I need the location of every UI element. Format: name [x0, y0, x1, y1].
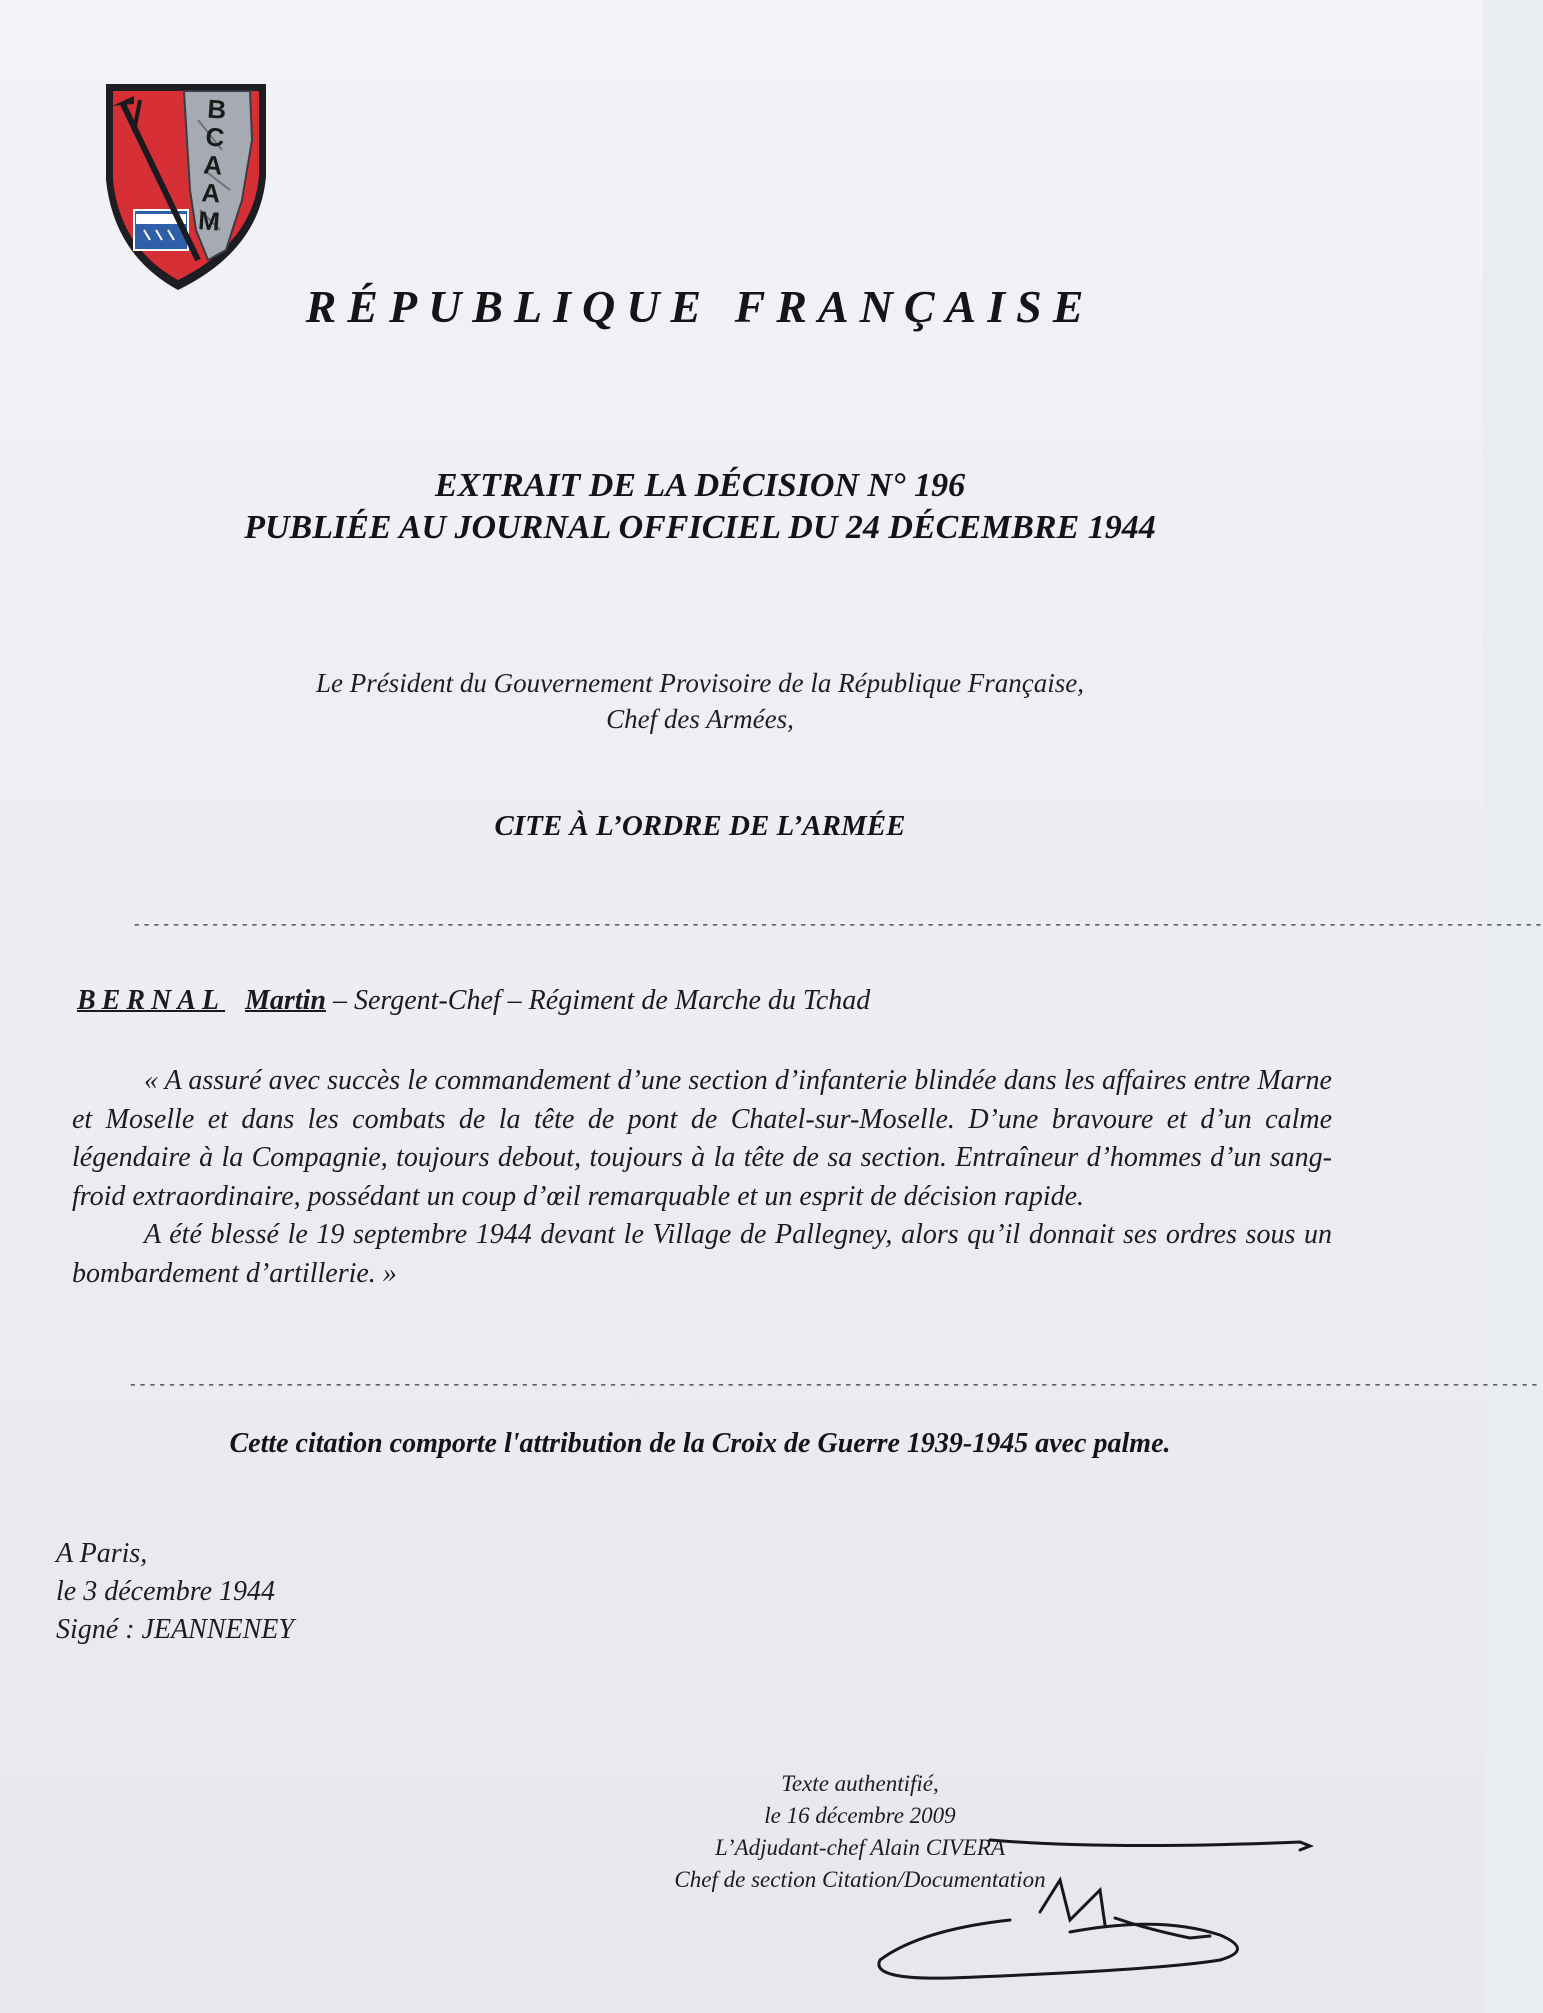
insignia-letter: A — [200, 177, 222, 209]
dashed-separator-bottom: ------------------------------------------------------------------------------------------------------------------------------------------------ — [128, 1376, 1540, 1394]
citation-paragraph-2: A été blessé le 19 septembre 1944 devant le Village de Pallegney, alors qu’il donnait ses ordres sous un bombardement d’artillerie. » — [72, 1219, 1332, 1289]
person-line — [77, 985, 1357, 1017]
decision-heading — [0, 465, 1400, 549]
president-line-2: Chef des Armées, — [606, 704, 794, 734]
decision-line-2: PUBLIÉE AU JOURNAL OFFICIEL DU 24 DÉCEMBRE 1944 — [244, 509, 1156, 546]
president-line-1: Le Président du Gouvernement Provisoire de la République Française, — [315, 668, 1085, 698]
insignia-letter: C — [204, 121, 226, 153]
person-surname: BERNAL — [77, 985, 226, 1016]
person-rank-regiment: – Sergent-Chef – Régiment de Marche du Tchad — [325, 985, 871, 1016]
place-line: A Paris, — [56, 1538, 148, 1569]
place-date-block — [56, 1535, 556, 1649]
person-firstname: Martin — [245, 985, 326, 1016]
auth-line-4: Chef de section Citation/Documentation — [674, 1867, 1046, 1892]
president-statement — [0, 665, 1400, 737]
auth-line-1: Texte authentifié, — [781, 1771, 939, 1796]
handwritten-signature — [860, 1820, 1320, 1990]
citation-text — [72, 1062, 1332, 1293]
insignia-emblem — [100, 80, 272, 294]
citation-paragraph-1: « A assuré avec succès le commandement d’une section d’infanterie blindée dans les affaires entre Marne et Moselle et dans les combats de la tête de pont de Chatel-sur-Moselle. D’une bravoure et d’un calme légendaire à la Compagnie, toujours debout, toujours à la tête de sa section. Entraîneur d’hommes d’un sang-froid extraordinaire, possédant un coup d’œil remarquable et un esprit de décision rapide. — [72, 1065, 1332, 1212]
signed-line: Signé : JEANNENEY — [56, 1614, 294, 1645]
dashed-separator-top: ------------------------------------------------------------------------------------------------------------------------------------------------ — [132, 916, 1543, 934]
insignia-letter: M — [197, 205, 221, 237]
insignia-letter: B — [206, 93, 228, 125]
date-line: le 3 décembre 1944 — [56, 1576, 275, 1607]
auth-line-2: le 16 décembre 2009 — [764, 1803, 956, 1828]
citation-order-heading: CITE À L’ORDRE DE L’ARMÉE — [494, 810, 906, 842]
decision-line-1: EXTRAIT DE LA DÉCISION N° 196 — [434, 467, 966, 504]
auth-line-3: L’Adjudant-chef Alain CIVERA — [714, 1835, 1005, 1860]
award-statement: Cette citation comporte l'attribution de la Croix de Guerre 1939-1945 avec palme. — [229, 1428, 1171, 1459]
republic-title: RÉPUBLIQUE FRANÇAISE — [305, 281, 1095, 332]
insignia-letter: A — [202, 149, 224, 181]
